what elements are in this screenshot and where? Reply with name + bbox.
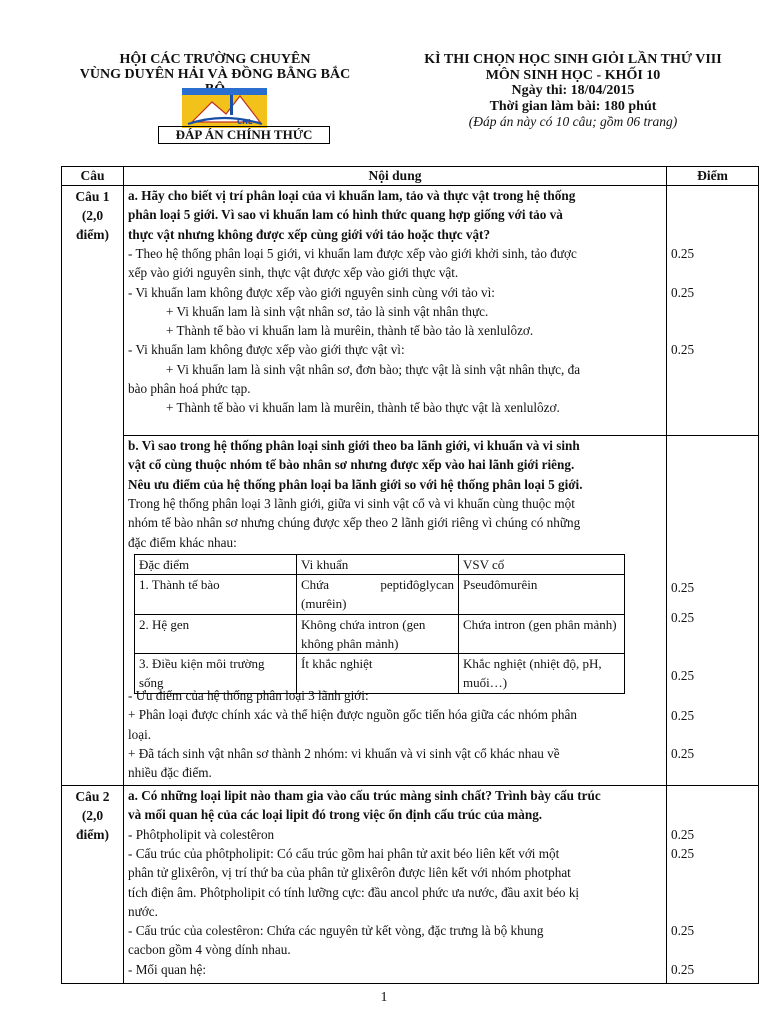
exam-duration: Thời gian làm bài: 180 phút — [489, 98, 657, 114]
table-row — [62, 186, 759, 436]
official-answer-label: ĐÁP ÁN CHÍNH THỨC — [158, 126, 330, 144]
content-line: b. Vì sao trong hệ thống phân loại sinh giới theo ba lãnh giới, vi khuẩn và vi sinh — [128, 438, 580, 453]
content-line: - Ưu điểm của hệ thống phân loại 3 lãnh giới: — [128, 688, 369, 703]
comparison-cell: Khắc nghiệt (nhiệt độ, pH, muối…) — [459, 653, 625, 693]
table-row — [62, 436, 759, 786]
content-line: xếp vào giới nguyên sinh, thực vật được xếp vào giới thực vật. — [128, 265, 459, 281]
score-value: 0.25 — [671, 610, 695, 625]
exam-date: Ngày thi: 18/04/2015 — [511, 83, 635, 98]
score-value: 0.25 — [671, 961, 695, 977]
content-line: bào phân hoá phức tạp. — [128, 381, 251, 396]
question-1b-content — [124, 436, 667, 786]
content-line: nước. — [128, 903, 158, 919]
exam-title: KÌ THI CHỌN HỌC SINH GIỎI LẦN THỨ VIII — [424, 52, 722, 67]
exam-subject: MÔN SINH HỌC - KHỐI 10 — [485, 67, 661, 83]
organizer-line-2: VÙNG DUYÊN HẢI VÀ ĐỒNG BẰNG BẮC — [79, 67, 351, 82]
content-line: + Vi khuẩn lam là sinh vật nhân sơ, đơn bào; thực vật là sinh vật nhân thực, đa — [166, 361, 581, 377]
comparison-cell: Không chứa intron (gen không phân mảnh) — [297, 614, 459, 653]
content-line: + Đã tách sinh vật nhân sơ thành 2 nhóm: vi khuẩn và vi sinh vật cổ khác nhau về — [128, 745, 560, 761]
organizer-line-1: HỘI CÁC TRƯỜNG CHUYÊN — [119, 52, 311, 67]
header-score: Điểm — [667, 167, 759, 186]
score-value: 0.25 — [671, 284, 695, 300]
content-line: + Thành tế bào vi khuẩn lam là murêin, thành tế bào tảo là xenlulôzơ. — [166, 323, 534, 339]
content-line: a. Hãy cho biết vị trí phân loại của vi khuẩn lam, tảo và thực vật trong hệ thống — [128, 188, 576, 203]
comparison-header-cell: Vi khuẩn — [297, 554, 459, 574]
content-line: phân tử glixêrôn, vị trí thứ ba của phân tử glixêrôn được liên kết với nhóm photphat — [128, 865, 571, 881]
question-label-line: (2,0 — [81, 808, 104, 823]
comparison-header-row — [135, 554, 625, 574]
exam-info-block — [408, 52, 738, 130]
header-question: Câu — [62, 167, 124, 186]
content-line: - Cấu trúc của phôtpholipit: Có cấu trúc gồm hai phân tử axit béo liên kết với một — [128, 845, 560, 861]
question-1b-scores — [667, 436, 759, 786]
document-header — [0, 0, 768, 160]
page-number: 1 — [380, 990, 388, 1005]
content-line: - Phôtpholipit và colestêron — [128, 826, 275, 842]
content-line: thực vật nhưng không được xếp cùng giới với tảo hoặc thực vật? — [128, 226, 491, 242]
score-value: 0.25 — [671, 845, 695, 861]
comparison-cell: 3. Điều kiện môi trường sống — [135, 653, 297, 693]
content-line: - Mối quan hệ: — [128, 961, 207, 977]
question-1a-scores — [667, 186, 759, 436]
score-value: 0.25 — [671, 923, 695, 939]
question-1a-content — [124, 186, 667, 436]
comparison-cell: 1. Thành tế bào — [135, 574, 297, 614]
content-line: tích điện âm. Phôtpholipit có tính lưỡng cực: đầu ancol phức ưa nước, đầu axit béo kị — [128, 884, 580, 900]
question-1-label — [62, 186, 124, 786]
exam-note: (Đáp án này có 10 câu; gồm 06 trang) — [468, 114, 678, 129]
score-value: 0.25 — [671, 746, 695, 761]
comparison-cell: Chứa peptiđôglycan (murêin) — [297, 574, 459, 614]
score-value: 0.25 — [671, 342, 695, 358]
question-label-line: (2,0 — [81, 208, 104, 223]
question-2a-content — [124, 786, 667, 984]
content-line: a. Có những loại lipit nào tham gia vào cấu trúc màng sinh chất? Trình bày cấu trúc — [128, 788, 601, 803]
question-label-line: Câu 1 — [75, 189, 110, 204]
svg-text:CHL: CHL — [237, 118, 253, 126]
score-value: 0.25 — [671, 708, 695, 723]
question-label-line: điểm) — [76, 227, 109, 242]
answer-table — [61, 166, 759, 984]
content-line: và mối quan hệ của các loại lipit đó trong việc ổn định cấu trúc của màng. — [128, 807, 543, 823]
content-line: - Theo hệ thống phân loại 5 giới, vi khuẩn lam được xếp vào giới khởi sinh, tảo được — [128, 245, 577, 261]
table-header-row — [62, 167, 759, 186]
content-line: + Phân loại được chính xác và thể hiện được nguồn gốc tiến hóa giữa các nhóm phân — [128, 707, 577, 723]
score-value: 0.25 — [671, 580, 695, 595]
table-row — [135, 614, 625, 653]
content-line: vật cổ cùng thuộc nhóm tế bào nhân sơ nhưng được xếp vào hai lãnh giới riêng. — [128, 457, 575, 473]
table-row — [135, 574, 625, 614]
school-logo-icon — [182, 88, 267, 128]
table-row — [62, 786, 759, 984]
content-line: nhiều đặc điểm. — [128, 765, 212, 781]
content-line: đặc điểm khác nhau: — [128, 534, 237, 550]
content-line: Trong hệ thống phân loại 3 lãnh giới, giữa vi sinh vật cổ và vi khuẩn cùng thuộc một — [128, 495, 575, 511]
question-2-label — [62, 786, 124, 984]
comparison-cell: Ít khắc nghiệt — [297, 653, 459, 693]
score-value: 0.25 — [671, 826, 695, 842]
content-line: + Vi khuẩn lam là sinh vật nhân sơ, tảo là sinh vật nhân thực. — [166, 303, 489, 319]
content-line: cacbon gồm 4 vòng dính nhau. — [128, 942, 291, 958]
content-line: nhóm tế bào nhân sơ nhưng chúng được xếp theo 2 lãnh giới riêng vì chúng có những — [128, 515, 581, 531]
comparison-header-cell: VSV cổ — [459, 554, 625, 574]
content-line: - Vi khuẩn lam không được xếp vào giới thực vật vì: — [128, 342, 405, 358]
question-2a-scores — [667, 786, 759, 984]
question-label-line: điểm) — [76, 827, 109, 842]
score-value: 0.25 — [671, 245, 695, 261]
comparison-table — [134, 554, 625, 694]
question-label-line: Câu 2 — [75, 789, 110, 804]
content-line: Nêu ưu điểm của hệ thống phân loại ba lãnh giới so với hệ thống phân loại 5 giới. — [128, 476, 583, 492]
header-content: Nội dung — [124, 167, 667, 186]
content-line: loại. — [128, 726, 152, 742]
comparison-cell: 2. Hệ gen — [135, 614, 297, 653]
content-line: phân loại 5 giới. Vì sao vi khuẩn lam có hình thức quang hợp giống với tảo và — [128, 207, 563, 223]
comparison-cell: Chứa intron (gen phân mảnh) — [459, 614, 625, 653]
score-value: 0.25 — [671, 668, 695, 683]
content-line: + Thành tế bào vi khuẩn lam là murêin, thành tế bào thực vật là xenlulôzơ. — [166, 400, 560, 416]
comparison-header-cell: Đặc điểm — [135, 554, 297, 574]
content-line: - Cấu trúc của colestêron: Chứa các nguyên tử kết vòng, đặc trưng là bộ khung — [128, 923, 544, 939]
content-line: - Vi khuẩn lam không được xếp vào giới nguyên sinh cùng với tảo vì: — [128, 284, 495, 300]
comparison-cell: Pseuđômurêin — [459, 574, 625, 614]
